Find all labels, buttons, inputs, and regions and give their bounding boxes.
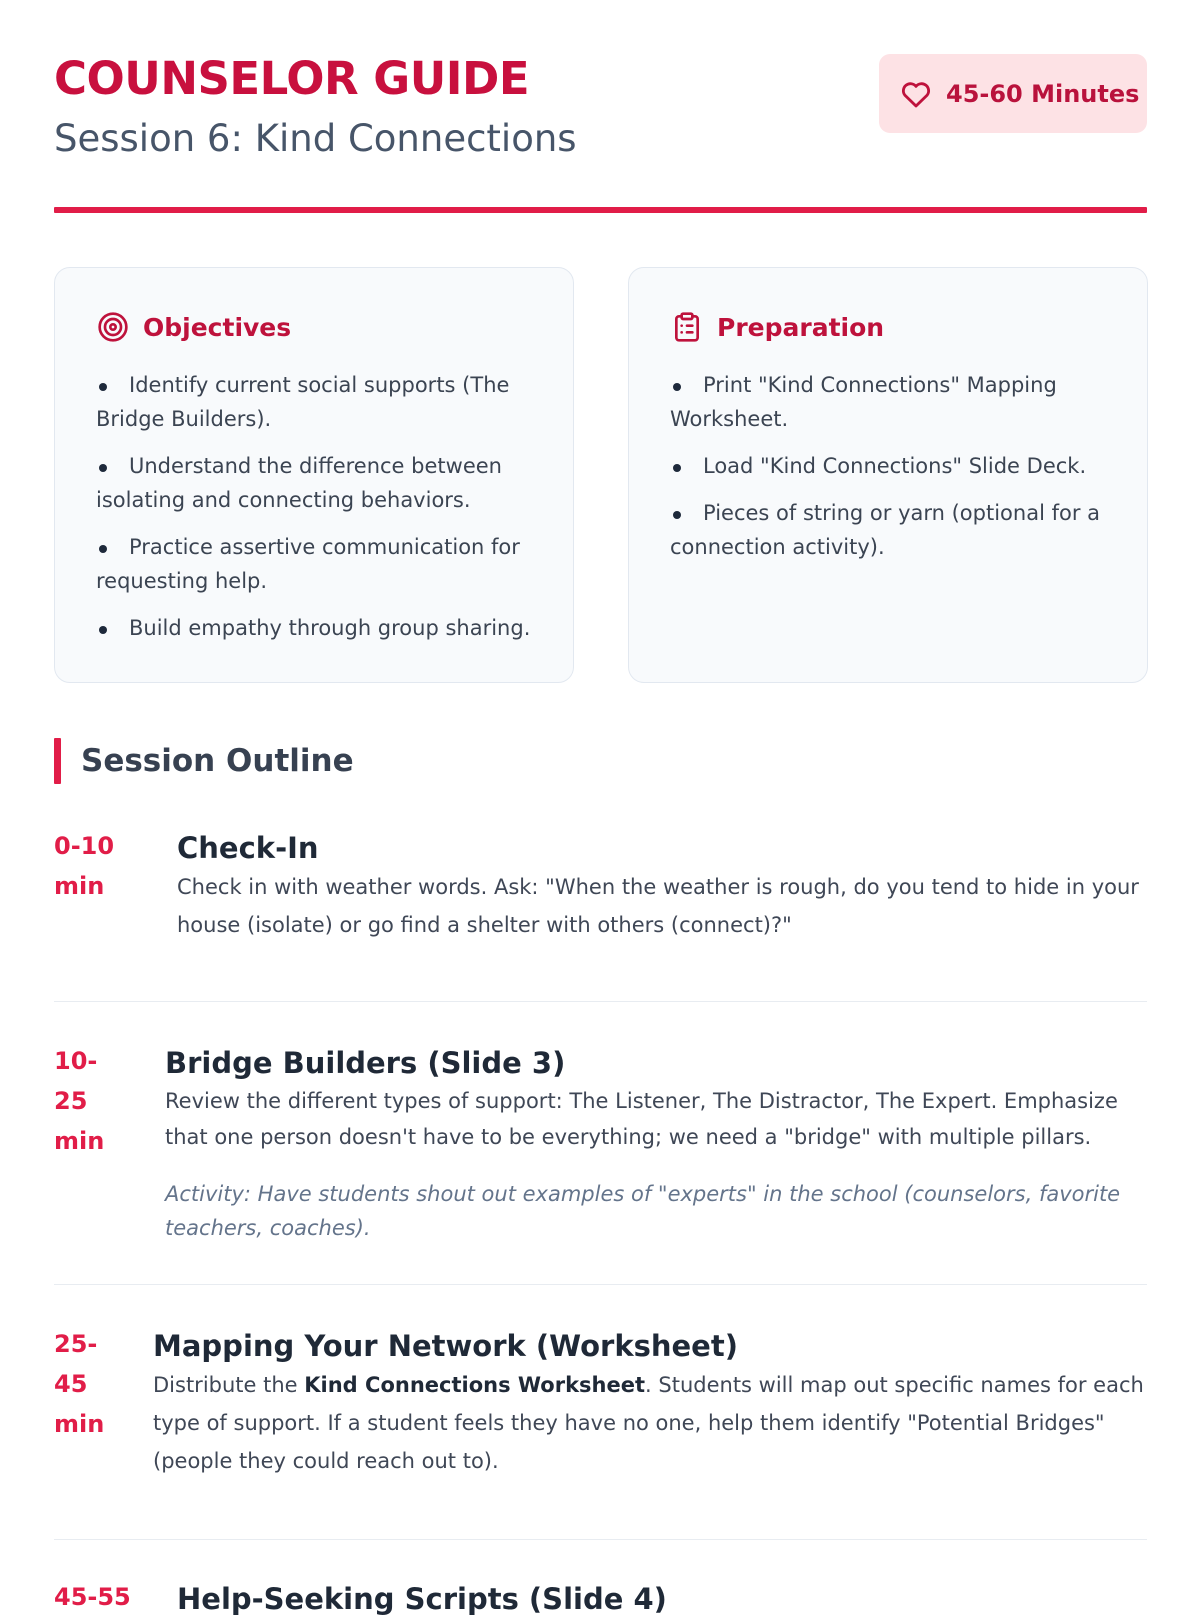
description-text: Distribute the xyxy=(153,1373,305,1397)
section-title: Session Outline xyxy=(81,743,354,779)
item-divider xyxy=(54,1001,1147,1002)
activity-description xyxy=(153,1366,1147,1480)
objectives-card xyxy=(54,267,574,683)
counselor-guide-page xyxy=(54,0,1147,1616)
worksheet-name: Kind Connections Worksheet xyxy=(304,1373,646,1397)
objective-item: Identify current social supports (The Bridge Builders). xyxy=(96,368,546,436)
activity-title: Bridge Builders (Slide 3) xyxy=(165,1046,566,1080)
session-outline-heading xyxy=(54,738,354,784)
preparation-header xyxy=(671,311,884,343)
objectives-header xyxy=(97,311,291,343)
preparation-card xyxy=(628,267,1148,683)
activity-description: Review the different types of support: The Listener, The Distractor, The Expert. Emphasize that one person doesn't have to be everything; we need a "bridge" with multiple pillars. xyxy=(165,1089,1118,1149)
duration-badge xyxy=(879,54,1147,133)
time-label: 0-10 min xyxy=(54,832,115,900)
header-divider xyxy=(54,207,1147,213)
heart-icon xyxy=(898,77,934,111)
guide-title: COUNSELOR GUIDE xyxy=(54,52,530,105)
preparation-item: Pieces of string or yarn (optional for a connection activity). xyxy=(670,496,1120,564)
section-accent-bar xyxy=(54,738,61,784)
item-divider xyxy=(54,1539,1147,1540)
objective-item: Build empathy through group sharing. xyxy=(96,611,546,645)
activity-title: Check-In xyxy=(177,831,319,865)
time-label: 45-55 xyxy=(54,1583,131,1611)
duration-label: 45-60 Minutes xyxy=(946,79,1140,108)
activity-description: Check in with weather words. Ask: "When the weather is rough, do you tend to hide in your house (isolate) or go find a shelter with others (connect)?" xyxy=(177,875,1139,937)
objectives-title: Objectives xyxy=(143,312,292,342)
time-label: 25-45 min xyxy=(54,1330,105,1438)
clipboard-icon xyxy=(671,311,703,343)
preparation-list xyxy=(670,368,1120,577)
target-icon xyxy=(97,311,129,343)
description-text: . Students will map out specific names for each type of support. If a student feels they have no one, help them identify "Potential Bridges" (people they could reach out to). xyxy=(153,1373,1144,1473)
activity-title: Mapping Your Network (Worksheet) xyxy=(153,1329,738,1363)
activity-note: Activity: Have students shout out examples of "experts" in the school (counselors, favorite teachers, coaches). xyxy=(165,1182,1121,1240)
session-subtitle: Session 6: Kind Connections xyxy=(54,117,577,160)
objective-item: Practice assertive communication for requesting help. xyxy=(96,530,546,598)
activity-title: Help-Seeking Scripts (Slide 4) xyxy=(177,1582,667,1616)
preparation-item: Load "Kind Connections" Slide Deck. xyxy=(670,449,1120,483)
preparation-title: Preparation xyxy=(717,312,885,342)
objective-item: Understand the difference between isolating and connecting behaviors. xyxy=(96,449,546,517)
objectives-list xyxy=(96,368,546,658)
time-label: 10-25 min xyxy=(54,1047,105,1155)
preparation-item: Print "Kind Connections" Mapping Worksheet. xyxy=(670,368,1120,436)
item-divider xyxy=(54,1284,1147,1285)
